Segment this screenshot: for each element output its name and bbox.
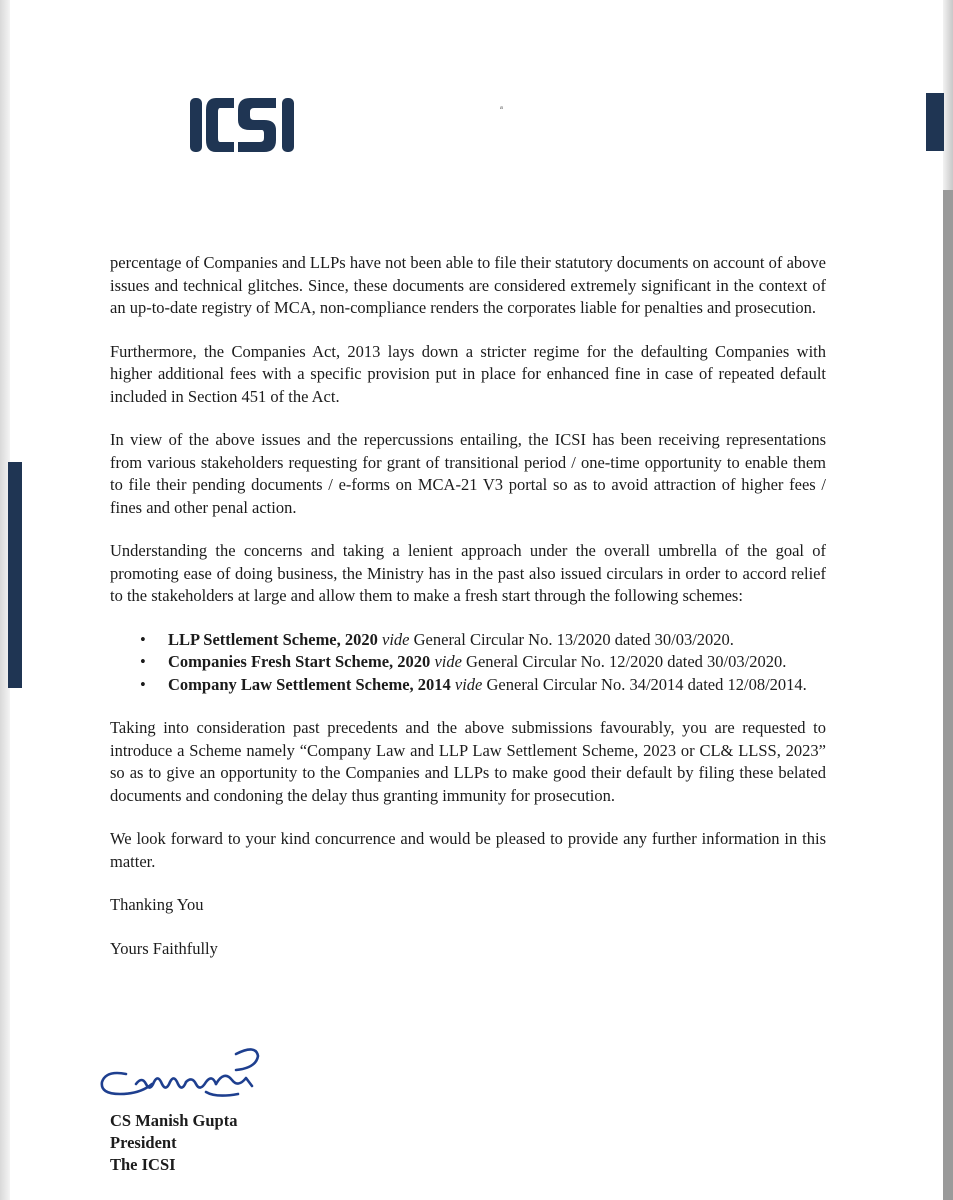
icsi-logo-icon (190, 92, 310, 158)
page-right-shadow (943, 190, 953, 1200)
scheme-detail: General Circular No. 13/2020 dated 30/03/2020. (413, 629, 734, 649)
paragraph-representations: In view of the above issues and the repercussions entailing, the ICSI has been receiving representations from various stakeholders requesting for grant of transitional period / one-time opportunity to enable them to file their pending documents / e-forms on MCA-21 V3 portal so as to avoid attraction of higher fees / fines and other penal action. (110, 430, 826, 517)
scan-speck: ᵃ (500, 103, 504, 115)
scheme-name: Company Law Settlement Scheme, 2014 (168, 674, 451, 694)
signer-block (110, 1110, 237, 1176)
bullet-icon: • (140, 629, 146, 649)
paragraph-companies-act: Furthermore, the Companies Act, 2013 lays down a stricter regime for the defaulting Companies with higher additional fees with a specific provision put in place for enhanced fine in case of repeated default included in Section 451 of the Act. (110, 341, 826, 406)
paragraph-request: Taking into consideration past precedents and the above submissions favourably, you are requested to introduce a Scheme namely “Company Law and LLP Law Settlement Scheme, 2023 or CL& LLSS, 2023” so as to give an opportunity to the Companies and LLPs to make good their default by filing these belated documents and condoning the delay thus granting immunity for prosecution. (110, 718, 826, 805)
handwritten-signature-icon (96, 1040, 266, 1118)
paragraph-closing: We look forward to your kind concurrence and would be pleased to provide any further information in this matter. (110, 829, 826, 871)
yours-faithfully-line: Yours Faithfully (110, 938, 218, 958)
signer-name: CS Manish Gupta (110, 1111, 238, 1130)
binder-tab-left (8, 462, 22, 688)
list-item (110, 629, 826, 652)
vide-label: vide (454, 674, 483, 694)
paragraph-ministry-schemes: Understanding the concerns and taking a lenient approach under the overall umbrella of the goal of promoting ease of doing business, the Ministry has in the past also issued circulars in order to accord relief to the stakeholders at large and allow them to make a fresh start through the following schemes: (110, 541, 826, 605)
page-right-edge (943, 0, 953, 1200)
vide-label: vide (382, 629, 410, 649)
paragraph-filing-issues: percentage of Companies and LLPs have not been able to file their statutory documents on account of above issues and technical glitches. Since, these documents are considered extremely significant in the context of an up-to-date registry of MCA, non-compliance renders the corporates liable for penalties and prosecution. (110, 253, 826, 317)
binder-tab-right (926, 93, 944, 151)
bullet-icon: • (140, 674, 146, 694)
bullet-icon: • (140, 652, 146, 671)
scheme-detail: General Circular No. 34/2014 dated 12/08/2014. (486, 674, 807, 694)
signer-organization: The ICSI (110, 1155, 176, 1174)
list-item (110, 674, 826, 697)
list-item (110, 651, 826, 674)
scheme-name: LLP Settlement Scheme, 2020 (168, 629, 378, 649)
signer-title: President (110, 1133, 177, 1152)
scheme-name: Companies Fresh Start Scheme, 2020 (168, 652, 431, 671)
scheme-detail: General Circular No. 12/2020 dated 30/03/2020. (466, 652, 787, 671)
thanking-line: Thanking You (110, 895, 204, 914)
letter-body (110, 252, 826, 981)
vide-label: vide (434, 652, 462, 671)
scheme-list (110, 629, 826, 697)
